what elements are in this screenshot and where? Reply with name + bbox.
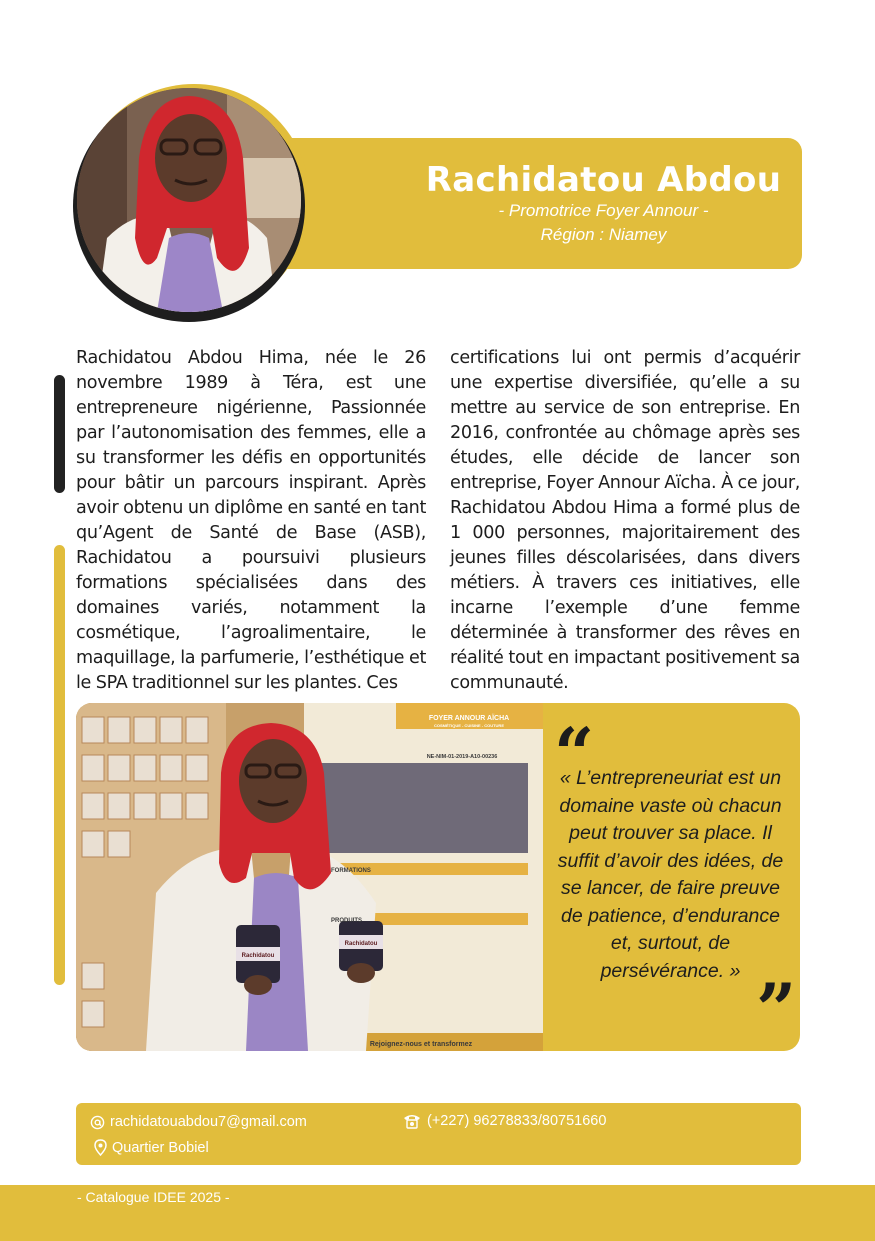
biography-column-right: certifications lui ont permis d’acquérir une expertise diversifiée, qu’elle a su mettre au service de son entreprise. En 2016, confrontée au chômage après ses études, elle décide de lancer son entreprise, Foyer Annour Aïcha. À ce jour, Rachidatou Abdou Hima a formé plus de 1 000 personnes, majoritairement des jeunes filles déscolarisées, dans divers métiers. À travers ces initiatives, elle incarne l’exemple d’une femme déterminée à transformer des rêves en réalité tout en impactant positivement sa communauté. [450,348,800,693]
portrait-photo [77,88,301,312]
banner-subtitle: COSMÉTIQUE - CUISINE - COUTURE [433,723,505,728]
location-pin-icon [94,1139,107,1156]
contact-bar [76,1103,801,1165]
photo-quote-panel [76,703,800,1051]
contact-phone[interactable] [402,1113,606,1129]
person-name: Rachidatou Abdou [425,160,782,200]
shop-photo [76,703,543,1051]
name-banner [270,138,802,269]
jar-label: Rachidatou [241,953,275,959]
banner-reference: NE-NIM-01-2019-A10-00236 [426,754,498,760]
quote-open-mark: “ [554,712,595,795]
jar-label-second: Rachidatou [344,941,378,947]
banner-produits: PRODUITS [331,918,363,924]
banner-formations: FORMATIONS [331,868,371,874]
biography-column-left: Rachidatou Abdou Hima, née le 26 novembre 1989 à Téra, est une entrepreneure nigérienne, Passionnée par l’autonomisation des femmes, elle a su transformer les défis en opportunités pour bâtir un parcours inspirant. Après avoir obtenu un diplôme en santé en tant qu’Agent de Santé de Base (ASB), Rachidatou a poursuivi plusieurs formations spécialisées dans des domaines variés, notamment la cosmétique, l’agroalimentaire, le maquillage, la parfumerie, l’esthétique et le SPA traditionnel sur les plantes. Ces [76,348,426,693]
accent-bar-dark [54,375,65,493]
catalogue-label: - Catalogue IDEE 2025 - [77,1189,230,1205]
contact-email[interactable] [90,1114,307,1130]
email-text: rachidatouabdou7@gmail.com [110,1114,307,1130]
contact-address [94,1139,209,1156]
banner-title: FOYER ANNOUR AÏCHA [428,715,510,722]
person-role: - Promotrice Foyer Annour - [498,201,709,220]
at-icon [90,1115,105,1130]
quote-close-mark: ” [756,968,797,1051]
footer-bar [0,1185,875,1241]
person-region: Région : Niamey [540,225,667,244]
banner-bottom-text: Rejoignez-nous et transformez [369,1041,473,1048]
phone-text: (+227) 96278833/80751660 [427,1113,607,1129]
accent-bar-gold [54,545,65,985]
quote-text: « L’entrepreneuriat est un domaine vaste où chacun peut trouver sa place. Il suffit d’avoir des idées, de se lancer, de faire preuve de patience, d’endurance et, surtout, de persévérance. » [557,767,784,982]
address-text: Quartier Bobiel [112,1139,209,1156]
phone-icon [402,1113,422,1129]
